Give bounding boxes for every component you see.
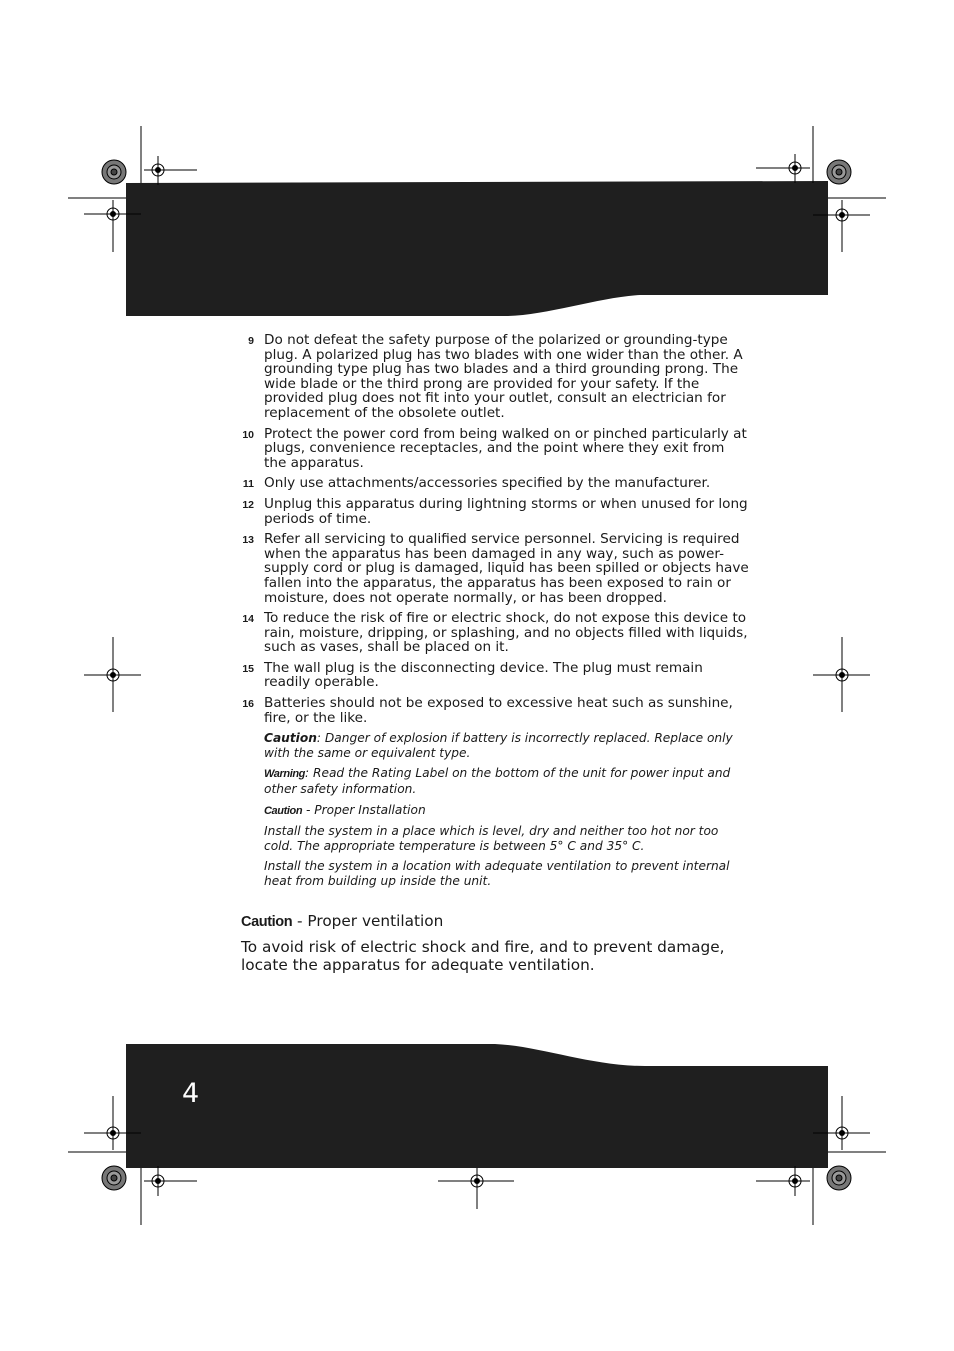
caution-label: Caution <box>264 731 317 746</box>
item-text: Protect the power cord from being walked on or pinched particularly at plugs, convenience receptacles, and the point where they exit from the apparatus. <box>264 425 747 471</box>
item-number: 12 <box>242 498 254 511</box>
warning-text: : Read the Rating Label on the bottom of the unit for power input and other safety information. <box>264 766 731 797</box>
item-text: Refer all servicing to qualified service personnel. Servicing is required when the apparatus has been damaged in any way, such as power-supply cord or plug is damaged, liquid has been spilled or objects have fallen into the apparatus, the apparatus has been exposed to rain or moisture, does not operate normally, or has been dropped. <box>264 531 749 606</box>
rating-warning-note <box>232 766 750 796</box>
color-target-icon <box>102 1166 126 1190</box>
registration-mark-icon <box>813 637 870 712</box>
registration-mark-icon <box>144 1166 197 1196</box>
registration-mark-icon <box>813 200 870 252</box>
caution-label: Caution <box>241 914 293 930</box>
list-item <box>232 611 750 655</box>
item-number: 15 <box>242 662 254 675</box>
item-text: The wall plug is the disconnecting device. The plug must remain readily operable. <box>264 659 703 691</box>
section-title: - Proper ventilation <box>292 912 444 930</box>
page-number: 4 <box>182 1078 200 1109</box>
list-item <box>232 532 750 605</box>
color-target-icon <box>827 160 851 184</box>
item-number: 11 <box>242 478 254 491</box>
item-text: Only use attachments/accessories specified by the manufacturer. <box>264 475 711 492</box>
list-item <box>232 427 750 471</box>
registration-mark-icon <box>84 200 141 252</box>
installation-title: - Proper Installation <box>302 802 426 817</box>
registration-mark-icon <box>813 1096 870 1150</box>
item-text: Do not defeat the safety purpose of the polarized or grounding-type plug. A polarized plug has two blades with one wider than the other. A grounding type plug has two blades and a third grounding prong. The wide blade or the third prong are provided for your safety. If the provided plug does not fit into your outlet, consult an electrician for replacement of the obsolete outlet. <box>264 332 743 421</box>
list-item <box>232 661 750 690</box>
installation-note: Install the system in a location with adequate ventilation to prevent internal heat from building up inside the unit. <box>264 859 730 888</box>
registration-mark-icon <box>756 1166 810 1196</box>
registration-mark-icon <box>144 156 197 185</box>
list-item <box>232 696 750 725</box>
item-text: Batteries should not be exposed to excessive heat such as sunshine, fire, or the like. <box>264 695 733 726</box>
list-item <box>232 497 750 526</box>
safety-instructions <box>232 333 750 895</box>
section-body: To avoid risk of electric shock and fire, and to prevent damage, locate the apparatus for adequate ventilation. <box>241 937 725 974</box>
installation-caution-heading <box>232 803 750 819</box>
registration-mark-icon <box>438 1168 514 1209</box>
item-number: 14 <box>242 613 254 626</box>
color-target-icon <box>102 160 126 184</box>
warning-label: Warning <box>264 768 305 781</box>
item-text: Unplug this apparatus during lightning storms or when unused for long periods of time. <box>264 495 748 527</box>
registration-mark-icon <box>84 637 141 712</box>
ventilation-section <box>241 912 761 975</box>
item-number: 9 <box>248 335 254 347</box>
section-heading <box>241 912 761 932</box>
registration-mark-icon <box>84 1096 141 1150</box>
item-number: 13 <box>242 534 254 547</box>
item-text: To reduce the risk of fire or electric shock, do not expose this device to rain, moisture, dripping, or splashing, and no objects filled with liquids, such as vases, shall be placed on it. <box>264 610 748 656</box>
registration-mark-icon <box>756 154 810 183</box>
caution-text: : Danger of explosion if battery is incorrectly replaced. Replace only with the same or equivalent type. <box>264 731 733 760</box>
color-target-icon <box>827 1166 851 1190</box>
caution-label: Caution <box>264 804 303 817</box>
battery-caution-note <box>232 731 750 760</box>
installation-note: Install the system in a place which is level, dry and neither too hot nor too cold. The appropriate temperature is between 5° C and 35° C. <box>264 824 719 853</box>
item-number: 16 <box>242 698 254 711</box>
list-item <box>232 333 750 421</box>
item-number: 10 <box>242 428 254 441</box>
list-item <box>232 476 750 491</box>
